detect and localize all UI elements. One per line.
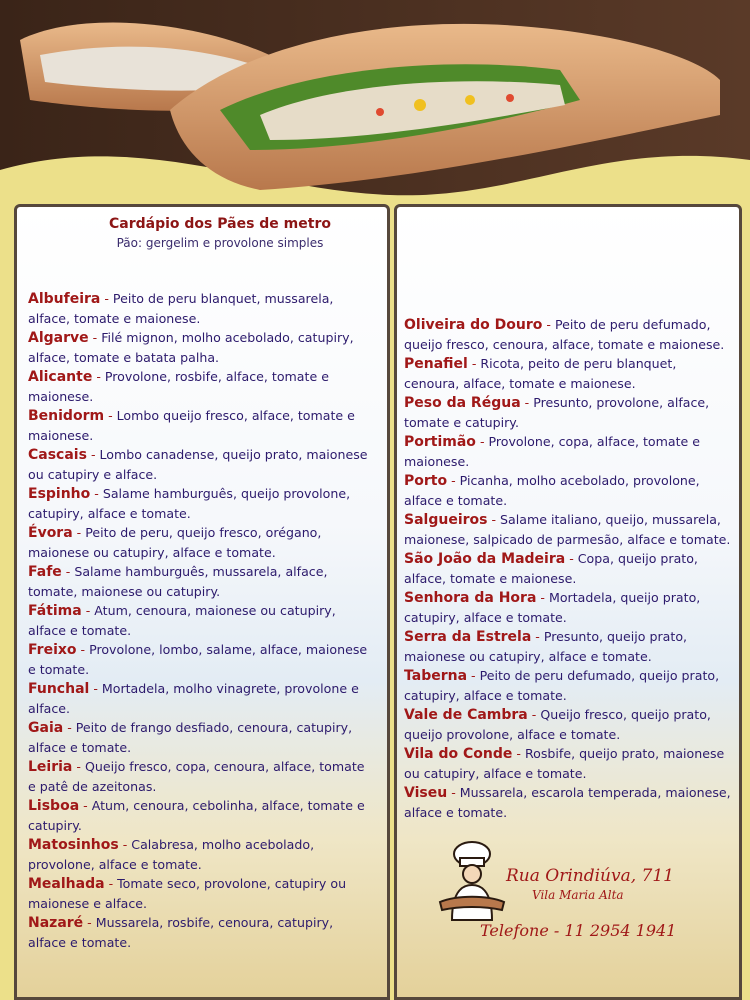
menu-item	[404, 588, 734, 627]
menu-item	[404, 393, 734, 432]
menu-item-name: Vale de Cambra	[404, 707, 528, 723]
menu-item-name: Peso da Régua	[404, 395, 521, 411]
menu-item-name: Portimão	[404, 434, 476, 450]
menu-item-description: Lombo canadense, queijo prato, maionese ou catupiry e alface.	[28, 447, 368, 482]
menu-item-separator: -	[89, 681, 102, 696]
menu-item-name: Vila do Conde	[404, 746, 513, 762]
menu-item-description: Peito de peru, queijo fresco, orégano, maionese ou catupiry, alface e tomate.	[28, 525, 322, 560]
menu-item-description: Peito de peru blanquet, mussarela, alface, tomate e maionese.	[28, 291, 334, 326]
menu-item-separator: -	[81, 603, 95, 618]
menu-item	[28, 796, 373, 835]
menu-item-name: Penafiel	[404, 356, 468, 372]
menu-item-separator: -	[520, 395, 534, 410]
menu-item-separator: -	[475, 434, 489, 449]
menu-item-name: Gaia	[28, 720, 64, 736]
menu-item-separator: -	[72, 525, 86, 540]
menu-title: Cardápio dos Pães de metro	[109, 216, 331, 232]
menu-item-description: Salame hamburguês, queijo provolone, catupiry, alface e tomate.	[28, 486, 351, 521]
menu-item	[404, 666, 734, 705]
menu-item-name: Leiria	[28, 759, 73, 775]
chef-icon	[432, 840, 512, 922]
phone-number: Telefone - 11 2954 1941	[480, 921, 677, 940]
menu-subtitle: Pão: gergelim e provolone simples	[116, 236, 324, 250]
menu-item-description: Peito de peru defumado, queijo fresco, cenoura, alface, tomate e maionese.	[404, 317, 725, 352]
menu-item-description: Presunto, queijo prato, maionese ou catupiry, alface e tomate.	[404, 629, 688, 664]
menu-item-name: Évora	[28, 525, 73, 541]
address-district: Vila Maria Alta	[532, 888, 624, 902]
menu-item-name: Albufeira	[28, 291, 101, 307]
menu-item-name: Espinho	[28, 486, 91, 502]
menu-item	[28, 679, 373, 718]
menu-item-name: Fátima	[28, 603, 82, 619]
address-street: Rua Orindiúva, 711	[506, 866, 674, 886]
menu-item-description: Provolone, lombo, salame, alface, maionese e tomate.	[28, 642, 368, 677]
menu-item-description: Calabresa, molho acebolado, provolone, alface e tomate.	[28, 837, 315, 872]
menu-item	[28, 328, 373, 367]
menu-item-name: Lisboa	[28, 798, 80, 814]
menu-item	[28, 913, 373, 952]
menu-item-name: Algarve	[28, 330, 89, 346]
menu-item-name: Taberna	[404, 668, 468, 684]
menu-item	[28, 718, 373, 757]
menu-item-separator: -	[531, 629, 544, 644]
menu-item-description: Rosbife, queijo prato, maionese ou catupiry, alface e tomate.	[404, 746, 725, 781]
menu-item-name: Cascais	[28, 447, 87, 463]
menu-item-separator: -	[447, 473, 460, 488]
menu-item-name: Matosinhos	[28, 837, 119, 853]
menu-item	[28, 445, 373, 484]
menu-item-description: Mortadela, molho vinagrete, provolone e alface.	[28, 681, 359, 716]
menu-item	[28, 484, 373, 523]
menu-item-separator: -	[61, 564, 75, 579]
menu-item-name: Fafe	[28, 564, 62, 580]
menu-item-description: Provolone, rosbife, alface, tomate e maionese.	[28, 369, 329, 404]
menu-item	[28, 601, 373, 640]
menu-item-description: Atum, cenoura, cebolinha, alface, tomate e catupiry.	[28, 798, 365, 833]
menu-item	[404, 471, 734, 510]
menu-item	[404, 705, 734, 744]
address-block	[506, 866, 674, 902]
menu-item-separator: -	[86, 447, 100, 462]
menu-item	[28, 562, 373, 601]
menu-item-description: Filé mignon, molho acebolado, catupiry, alface, tomate e batata palha.	[28, 330, 354, 365]
menu-item-separator: -	[487, 512, 501, 527]
menu-item	[404, 549, 734, 588]
menu-item-name: Serra da Estrela	[404, 629, 532, 645]
menu-item-separator: -	[447, 785, 460, 800]
menu-item	[28, 757, 373, 796]
menu-item-separator: -	[536, 590, 549, 605]
menu-item-description: Presunto, provolone, alface, tomate e catupiry.	[404, 395, 710, 430]
menu-item-name: Porto	[404, 473, 448, 489]
menu-item-description: Mussarela, escarola temperada, maionese, alface e tomate.	[404, 785, 731, 820]
menu-item	[28, 367, 373, 406]
menu-item-description: Provolone, copa, alface, tomate e maionese.	[404, 434, 701, 469]
menu-item-name: Alicante	[28, 369, 93, 385]
menu-item-description: Peito de frango desfiado, cenoura, catupiry, alface e tomate.	[28, 720, 353, 755]
menu-item-name: Senhora da Hora	[404, 590, 537, 606]
menu-item	[28, 289, 373, 328]
menu-item-description: Queijo fresco, copa, cenoura, alface, tomate e patê de azeitonas.	[28, 759, 365, 794]
menu-item-description: Picanha, molho acebolado, provolone, alface e tomate.	[404, 473, 700, 508]
menu-item-separator: -	[527, 707, 541, 722]
menu-item-name: Salgueiros	[404, 512, 488, 528]
menu-item-separator: -	[104, 408, 117, 423]
menu-item-separator: -	[90, 486, 103, 501]
menu-item-name: Oliveira do Douro	[404, 317, 543, 333]
menu-item	[404, 354, 734, 393]
menu-header	[0, 216, 440, 250]
menu-item-description: Salame hamburguês, mussarela, alface, tomate, maionese ou catupiry.	[28, 564, 328, 599]
menu-item	[404, 783, 734, 822]
menu-item-separator: -	[88, 330, 102, 345]
menu-item-separator: -	[104, 876, 118, 891]
menu-item	[28, 523, 373, 562]
menu-item-separator: -	[542, 317, 555, 332]
menu-item-separator: -	[512, 746, 525, 761]
menu-item-description: Peito de peru defumado, queijo prato, catupiry, alface e tomate.	[404, 668, 720, 703]
menu-item-name: São João da Madeira	[404, 551, 566, 567]
menu-item-description: Queijo fresco, queijo prato, queijo provolone, alface e tomate.	[404, 707, 711, 742]
menu-item-description: Ricota, peito de peru blanquet, cenoura, alface, tomate e maionese.	[404, 356, 677, 391]
menu-item-separator: -	[467, 668, 480, 683]
menu-item	[28, 640, 373, 679]
menu-item-separator: -	[92, 369, 105, 384]
menu-item-separator: -	[118, 837, 132, 852]
menu-item-description: Copa, queijo prato, alface, tomate e maionese.	[404, 551, 698, 586]
right-menu-list	[404, 315, 734, 822]
menu-item	[28, 874, 373, 913]
menu-item-description: Salame italiano, queijo, mussarela, maionese, salpicado de parmesão, alface e tomate.	[404, 512, 731, 547]
menu-item-separator: -	[72, 759, 85, 774]
menu-item-description: Mussarela, rosbife, cenoura, catupiry, alface e tomate.	[28, 915, 334, 950]
menu-item-name: Freixo	[28, 642, 77, 658]
left-menu-list	[28, 289, 373, 952]
menu-item	[404, 315, 734, 354]
menu-item-name: Benidorm	[28, 408, 105, 424]
menu-item	[404, 432, 734, 471]
menu-item-separator: -	[83, 915, 96, 930]
menu-item-separator: -	[565, 551, 578, 566]
menu-item-name: Nazaré	[28, 915, 84, 931]
menu-item-description: Atum, cenoura, maionese ou catupiry, alface e tomate.	[28, 603, 336, 638]
menu-item-name: Mealhada	[28, 876, 105, 892]
menu-item-separator: -	[76, 642, 90, 657]
menu-item	[404, 510, 734, 549]
menu-item	[404, 744, 734, 783]
menu-item-description: Mortadela, queijo prato, catupiry, alface e tomate.	[404, 590, 701, 625]
menu-item	[28, 406, 373, 445]
menu-item-description: Lombo queijo fresco, alface, tomate e maionese.	[28, 408, 355, 443]
menu-item-name: Viseu	[404, 785, 448, 801]
menu-item-separator: -	[100, 291, 113, 306]
menu-item-separator: -	[63, 720, 76, 735]
menu-item-description: Tomate seco, provolone, catupiry ou maionese e alface.	[28, 876, 347, 911]
menu-item	[404, 627, 734, 666]
menu-item-separator: -	[79, 798, 92, 813]
menu-item-name: Funchal	[28, 681, 90, 697]
menu-item	[28, 835, 373, 874]
menu-item-separator: -	[467, 356, 481, 371]
